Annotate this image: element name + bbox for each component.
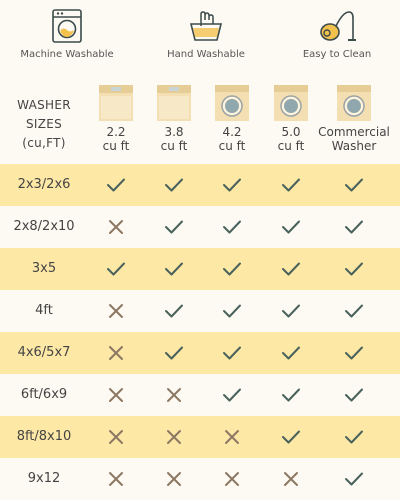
cross-icon — [154, 416, 194, 458]
column-line1: 5.0 — [281, 125, 301, 139]
check-icon — [334, 332, 374, 374]
check-icon — [334, 248, 374, 290]
column-2-2 — [85, 84, 147, 153]
check-icon — [154, 164, 194, 206]
column-line2: cu ft — [277, 139, 305, 153]
check-icon — [212, 164, 252, 206]
row-size-label: 6ft/6x9 — [20, 387, 68, 402]
check-icon — [271, 332, 311, 374]
check-icon — [334, 458, 374, 500]
column-4-2 — [201, 84, 263, 153]
care-label-clean: Easy to Clean — [302, 49, 372, 60]
row-size-label: 4x6/5x7 — [17, 345, 71, 360]
row-size-label: 2x8/2x10 — [13, 219, 75, 234]
column-line1: Commercial — [318, 125, 390, 139]
row-size-label: 3x5 — [31, 261, 57, 276]
front-load-washer-icon — [273, 84, 309, 122]
check-icon — [212, 206, 252, 248]
column-line1: 4.2 — [222, 125, 242, 139]
column-line2: cu ft — [218, 139, 246, 153]
cross-icon — [212, 458, 252, 500]
table-row — [0, 290, 400, 332]
column-line1: 2.2 — [106, 125, 126, 139]
column-commercial — [316, 84, 392, 153]
table-row — [0, 416, 400, 458]
care-easy-clean — [277, 8, 397, 60]
cross-icon — [271, 458, 311, 500]
cross-icon — [96, 332, 136, 374]
vacuum-cleaner-icon — [317, 8, 357, 44]
cross-icon — [154, 458, 194, 500]
top-load-washer-icon — [98, 84, 134, 122]
table-row — [0, 374, 400, 416]
check-icon — [271, 164, 311, 206]
check-icon — [154, 332, 194, 374]
check-icon — [334, 416, 374, 458]
cross-icon — [96, 374, 136, 416]
row-size-label: 2x3/2x6 — [17, 177, 71, 192]
care-label-hand: Hand Washable — [167, 49, 245, 60]
top-load-washer-icon — [156, 84, 192, 122]
check-icon — [271, 206, 311, 248]
cross-icon — [96, 290, 136, 332]
check-icon — [334, 164, 374, 206]
washer-sizes-header — [0, 96, 88, 153]
check-icon — [271, 290, 311, 332]
check-icon — [271, 248, 311, 290]
table-row — [0, 332, 400, 374]
row-size-label: 8ft/8x10 — [16, 429, 72, 444]
check-icon — [154, 290, 194, 332]
check-icon — [96, 248, 136, 290]
check-icon — [334, 290, 374, 332]
column-line1: 3.8 — [164, 125, 184, 139]
table-row — [0, 458, 400, 500]
check-icon — [334, 374, 374, 416]
check-icon — [212, 332, 252, 374]
row-size-label: 4ft — [35, 303, 53, 318]
care-machine-washable — [7, 8, 127, 60]
front-load-washer-icon — [214, 84, 250, 122]
cross-icon — [212, 416, 252, 458]
column-line2: cu ft — [102, 139, 130, 153]
care-icons-bar — [0, 0, 400, 78]
check-icon — [271, 416, 311, 458]
column-3-8 — [143, 84, 205, 153]
check-icon — [271, 374, 311, 416]
table-row — [0, 164, 400, 206]
cross-icon — [96, 206, 136, 248]
size-header-line: WASHER — [17, 98, 71, 112]
cross-icon — [96, 458, 136, 500]
cross-icon — [96, 416, 136, 458]
row-size-label: 9x12 — [27, 471, 61, 486]
care-label-machine: Machine Washable — [20, 49, 114, 60]
column-line2: Washer — [331, 139, 377, 153]
check-icon — [212, 374, 252, 416]
size-header-line: (cu,FT) — [22, 136, 66, 150]
check-icon — [212, 248, 252, 290]
column-5-0 — [260, 84, 322, 153]
care-hand-washable — [146, 8, 266, 60]
size-header-line: SIZES — [25, 117, 63, 131]
check-icon — [154, 206, 194, 248]
table-header — [0, 78, 400, 164]
compatibility-grid — [0, 164, 400, 500]
check-icon — [154, 248, 194, 290]
check-icon — [96, 164, 136, 206]
check-icon — [334, 206, 374, 248]
table-row — [0, 248, 400, 290]
table-row — [0, 206, 400, 248]
washing-machine-icon — [51, 8, 83, 44]
cross-icon — [154, 374, 194, 416]
column-line2: cu ft — [160, 139, 188, 153]
front-load-washer-icon — [336, 84, 372, 122]
hand-wash-basin-icon — [188, 8, 224, 44]
check-icon — [212, 290, 252, 332]
